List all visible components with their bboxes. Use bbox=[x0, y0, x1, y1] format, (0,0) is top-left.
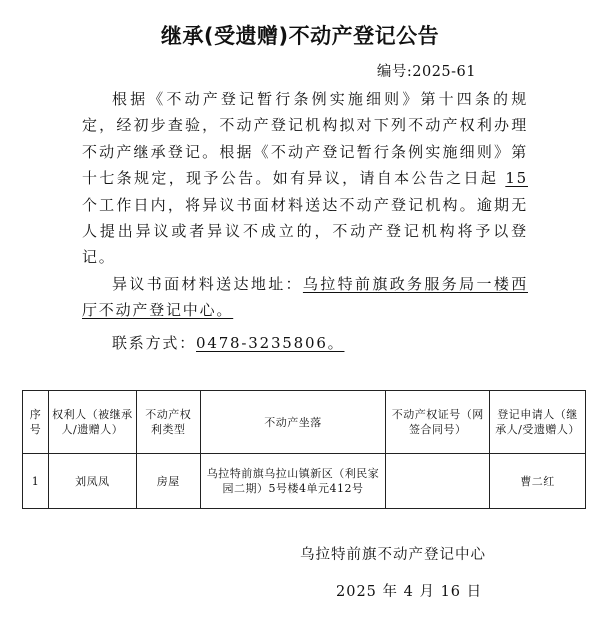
paragraph-text-2: 个工作日内，将异议书面材料送达不动产登记机构。逾期无人提出异议或者异议不成立的，不动产登记机构将予以登记。 bbox=[82, 195, 528, 267]
cell-applicant: 曹二红 bbox=[490, 454, 586, 509]
contact-paragraph bbox=[82, 330, 528, 356]
header-owner: 权利人（被继承人/遗赠人） bbox=[48, 391, 136, 454]
document-number: 编号:2025-61 bbox=[376, 64, 476, 80]
address-value: 乌拉特前旗政务服务局一楼西厅不动产登记中心。 bbox=[82, 274, 528, 320]
cell-owner: 刘凤凤 bbox=[48, 454, 136, 509]
address-paragraph bbox=[82, 271, 528, 324]
page-title: 继承(受遗赠)不动产登记公告 bbox=[160, 24, 440, 48]
notice-table bbox=[22, 390, 586, 509]
issuing-organization: 乌拉特前旗不动产登记中心 bbox=[300, 547, 486, 563]
contact-value: 0478-3235806。 bbox=[196, 333, 345, 352]
issue-date: 2025 年 4 月 16 日 bbox=[336, 584, 483, 600]
table-row bbox=[23, 454, 586, 509]
paragraph-text-1: 根据《不动产登记暂行条例实施细则》第十四条的规定，经初步查验，不动产登记机构拟对下列不动产权利办理不动产继承登记。根据《不动产登记暂行条例实施细则》第十七条规定，现予公告。如有异议，请自本公告之日起 bbox=[82, 90, 528, 188]
address-label: 异议书面材料送达地址： bbox=[112, 274, 303, 293]
table-header-row bbox=[23, 391, 586, 454]
header-certificate: 不动产权证号（网签合同号） bbox=[386, 391, 490, 454]
cell-certificate bbox=[386, 454, 490, 509]
cell-index: 1 bbox=[23, 454, 49, 509]
working-days: 15 bbox=[505, 169, 528, 188]
notice-body bbox=[82, 86, 528, 356]
contact-label: 联系方式： bbox=[112, 333, 197, 352]
main-paragraph bbox=[82, 86, 528, 271]
header-type: 不动产权利类型 bbox=[136, 391, 200, 454]
header-location: 不动产坐落 bbox=[200, 391, 386, 454]
cell-location: 乌拉特前旗乌拉山镇新区（利民家园二期）5号楼4单元412号 bbox=[200, 454, 386, 509]
header-index: 序号 bbox=[23, 391, 49, 454]
header-applicant: 登记申请人（继承人/受遗赠人） bbox=[490, 391, 586, 454]
cell-type: 房屋 bbox=[136, 454, 200, 509]
